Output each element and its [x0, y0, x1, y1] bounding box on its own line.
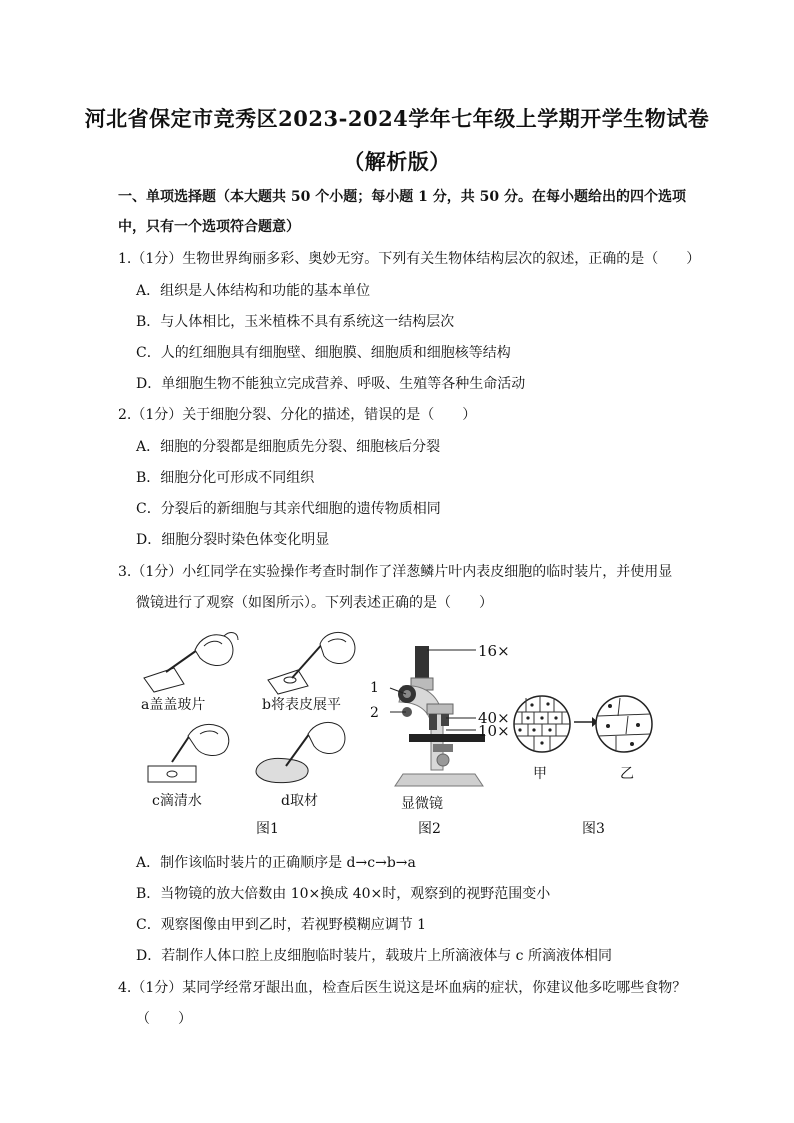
- fig3-label-yi: 乙: [620, 766, 634, 782]
- fig1-label-d: d取材: [281, 793, 318, 809]
- fig3-label-jia: 甲: [533, 766, 547, 782]
- question-4-stem-line1: 4.（1分）某同学经常牙龈出血，检查后医生说这是坏血病的症状，你建议他多吃哪些食物？: [118, 980, 687, 996]
- fig1-drawing-a: [140, 628, 240, 694]
- q3-option-b: B．当物镜的放大倍数由 10×换成 40×时，观察到的视野范围变小: [136, 886, 551, 902]
- fig1-drawing-d: [252, 718, 352, 788]
- fig1-caption: 图1: [256, 821, 279, 837]
- q2-option-c: C．分裂后的新细胞与其亲代细胞的遗传物质相同: [136, 501, 441, 517]
- q3-option-a: A．制作该临时装片的正确顺序是 d→c→b→a: [136, 855, 416, 871]
- fig1-drawing-c: [142, 722, 242, 788]
- q1-option-a: A．组织是人体结构和功能的基本单位: [136, 283, 371, 299]
- q3-option-d: D．若制作人体口腔上皮细胞临时装片，载玻片上所滴液体与 c 所滴液体相同: [136, 948, 612, 964]
- question-1-stem: 1.（1分）生物世界绚丽多彩、奥妙无穷。下列有关生物体结构层次的叙述，正确的是（ ）: [118, 251, 701, 267]
- question-4-stem-line2: （ ）: [136, 1011, 192, 1027]
- section-heading-line1: 一、单项选择题（本大题共 50 个小题；每小题 1 分，共 50 分。在每小题给出的四个选项: [118, 189, 686, 205]
- fig2-label-2: 2: [370, 705, 379, 721]
- page-subtitle: （解析版）: [343, 149, 451, 174]
- q1-option-d: D．单细胞生物不能独立完成营养、呼吸、生殖等各种生命活动: [136, 376, 526, 392]
- fig3-caption: 图3: [582, 821, 605, 837]
- fig2-caption-microscope: 显微镜: [401, 796, 443, 812]
- fig1-label-c: c滴清水: [152, 793, 202, 809]
- fig2-label-1: 1: [370, 680, 379, 696]
- section-heading-line2: 中，只有一个选项符合题意）: [118, 219, 300, 235]
- question-3-stem-line2: 微镜进行了观察（如图所示）。下列表述正确的是（ ）: [136, 595, 493, 611]
- question-2-stem: 2.（1分）关于细胞分裂、分化的描述，错误的是（ ）: [118, 407, 477, 423]
- fig3-field-yi: [594, 692, 654, 756]
- fig2-caption: 图2: [418, 821, 441, 837]
- q2-option-b: B．细胞分化可形成不同组织: [136, 470, 315, 486]
- fig1-label-a: a盖盖玻片: [141, 697, 206, 713]
- fig3-field-jia: [512, 692, 572, 756]
- fig1-label-b: b将表皮展平: [262, 697, 341, 713]
- page-title: 河北省保定市竞秀区2023-2024学年七年级上学期开学生物试卷: [84, 106, 710, 131]
- q2-option-d: D．细胞分裂时染色体变化明显: [136, 532, 330, 548]
- question-3-stem-line1: 3.（1分）小红同学在实验操作考查时制作了洋葱鳞片叶内表皮细胞的临时装片，并使用显: [118, 564, 673, 580]
- fig2-label-objective-low: 10×: [478, 722, 510, 740]
- fig2-label-eyepiece: 16×: [478, 642, 510, 660]
- fig1-drawing-b: [262, 628, 362, 694]
- q1-option-c: C．人的红细胞具有细胞壁、细胞膜、细胞质和细胞核等结构: [136, 345, 511, 361]
- q2-option-a: A．细胞的分裂都是细胞质先分裂、细胞核后分裂: [136, 439, 441, 455]
- q3-option-c: C．观察图像由甲到乙时，若视野模糊应调节 1: [136, 917, 427, 933]
- q1-option-b: B．与人体相比，玉米植株不具有系统这一结构层次: [136, 314, 455, 330]
- fig2-label-objective-high: 40×: [478, 709, 510, 727]
